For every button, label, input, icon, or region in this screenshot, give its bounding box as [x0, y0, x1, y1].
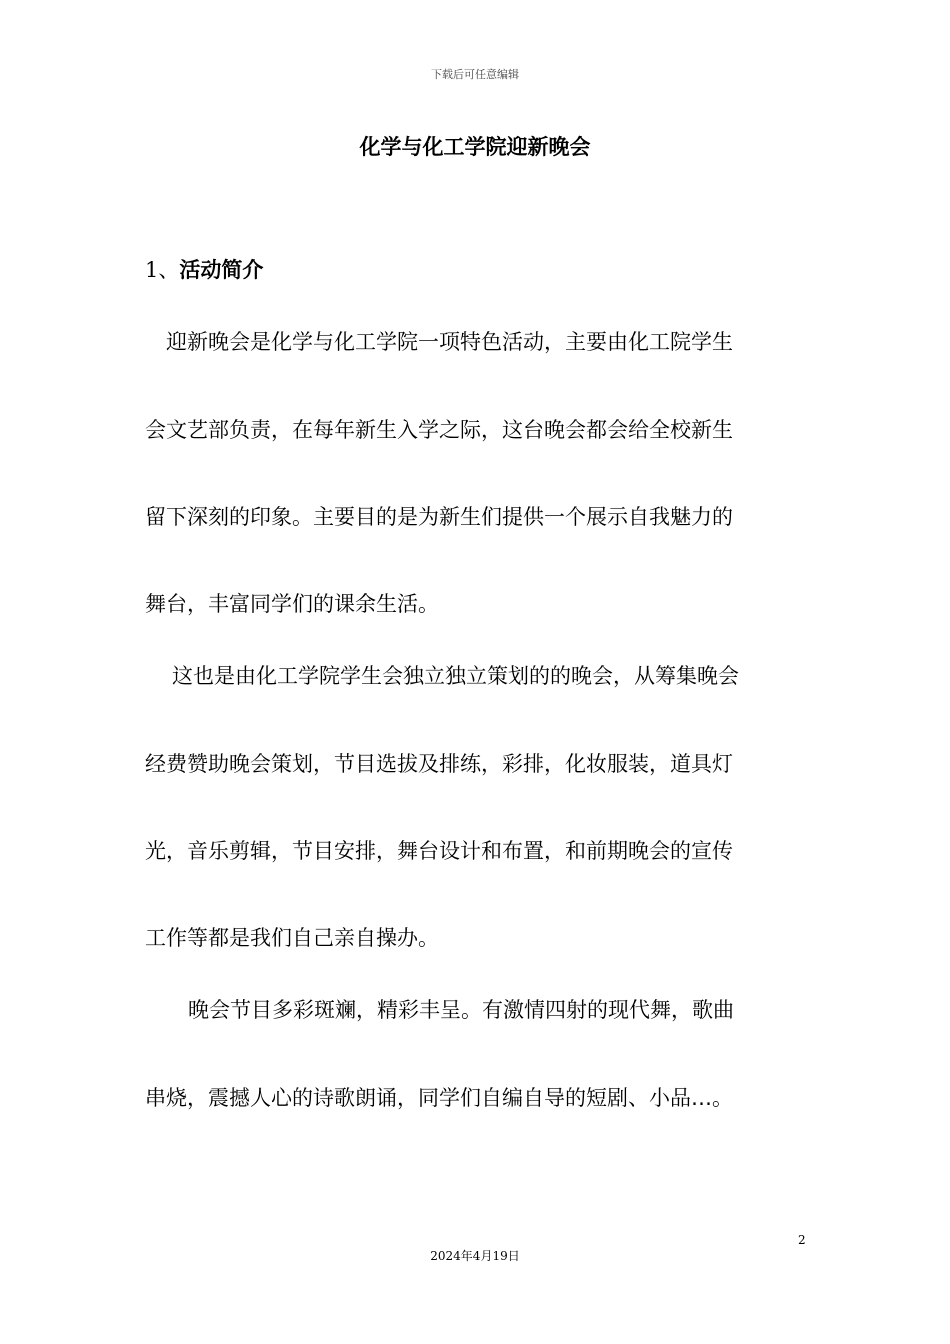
- paragraph-2-line-2: 经费赞助晚会策划，节目选拔及排练，彩排，化妆服装，道具灯: [145, 752, 733, 776]
- document-title: 化学与化工学院迎新晚会: [359, 135, 591, 159]
- paragraph-2-line-1: 这也是由化工学院学生会独立独立策划的的晚会，从筹集晚会: [172, 664, 739, 688]
- footer-date: 2024年4月19日: [430, 1249, 520, 1263]
- page-number: 2: [798, 1233, 806, 1247]
- section-heading: [145, 254, 263, 284]
- paragraph-3-line-2: 串烧，震撼人心的诗歌朗诵，同学们自编自导的短剧、小品…。: [145, 1086, 733, 1110]
- header-note: 下载后可任意编辑: [431, 68, 519, 81]
- paragraph-3-line-1: 晚会节目多彩斑斓，精彩丰呈。有激情四射的现代舞，歌曲: [188, 998, 734, 1022]
- section-heading-text: 活动简介: [179, 258, 264, 282]
- paragraph-2-line-3: 光，音乐剪辑，节目安排，舞台设计和布置，和前期晚会的宣传: [145, 839, 733, 863]
- paragraph-2-line-4: 工作等都是我们自己亲自操办。: [145, 926, 439, 950]
- paragraph-1-line-4: 舞台，丰富同学们的课余生活。: [145, 592, 439, 616]
- section-number: 1、: [145, 258, 180, 282]
- paragraph-1-line-3: 留下深刻的印象。主要目的是为新生们提供一个展示自我魅力的: [145, 505, 733, 529]
- paragraph-1-line-1: 迎新晚会是化学与化工学院一项特色活动，主要由化工院学生: [166, 330, 733, 354]
- paragraph-1-line-2: 会文艺部负责，在每年新生入学之际，这台晚会都会给全校新生: [145, 418, 733, 442]
